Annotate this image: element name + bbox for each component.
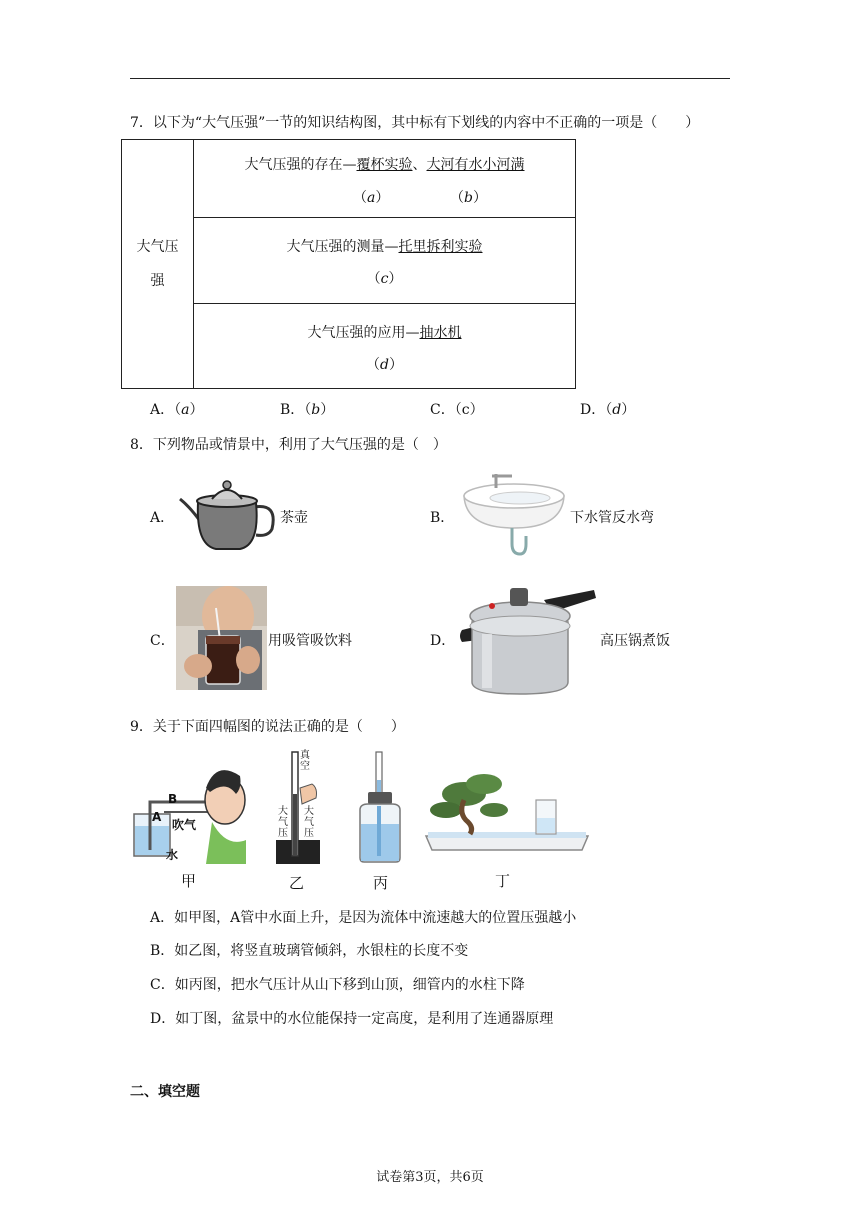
q7-option-b[interactable]: B．（b）: [280, 402, 335, 418]
caption-bing: 丙: [373, 874, 389, 892]
q7-option-a[interactable]: A．（a）: [150, 402, 204, 418]
q9-option-d[interactable]: D．如丁图，盆景中的水位能保持一定高度，是利用了连通器原理: [150, 1011, 554, 1027]
q7-stem: 7．以下为“大气压强”一节的知识结构图，其中标有下划线的内容中不正确的一项是（ ）: [130, 115, 700, 131]
pressure-cooker-icon: [458, 586, 598, 698]
tag-b: （b）: [450, 190, 487, 206]
q8-option-c-letter[interactable]: C．: [150, 633, 175, 649]
table-left-label: 大气压强: [122, 140, 194, 388]
tag-d: （d）: [366, 357, 403, 373]
underline-b: 大河有水小河满: [426, 157, 525, 173]
q9-option-a[interactable]: A．如甲图，A管中水面上升，是因为流体中流速越大的位置压强越小: [150, 910, 577, 926]
section-title: 二、填空题: [130, 1084, 200, 1100]
underline-a: 覆杯实验: [356, 157, 413, 173]
table-row-application: 大气压强的应用—抽水机 （d）: [193, 304, 576, 389]
q8-stem: 8．下列物品或情景中，利用了大气压强的是（ ）: [130, 437, 447, 453]
page-footer: 试卷第3页，共6页: [376, 1170, 484, 1185]
q8-option-a-text: 茶壶: [280, 510, 308, 526]
label-a: A: [152, 810, 162, 824]
label-atm-left: 大气压: [278, 806, 288, 839]
label-b: B: [168, 792, 178, 806]
table-row-measurement: 大气压强的测量—托里拆利实验 （c）: [193, 218, 576, 304]
caption-jia: 甲: [181, 872, 197, 890]
q8-option-c-text: 用吸管吸饮料: [268, 633, 352, 649]
caption-ding: 丁: [495, 872, 511, 890]
teapot-icon: [176, 477, 280, 553]
figure-ding: [424, 770, 590, 856]
label-atm-right: 大气压: [304, 806, 314, 839]
q8-option-b-letter[interactable]: B．: [430, 510, 455, 526]
q8-option-a-letter[interactable]: A．: [150, 510, 175, 526]
figure-bing: [356, 750, 404, 864]
straw-drink-icon: [176, 586, 267, 690]
sink-trap-icon: [462, 470, 568, 562]
label-water: 水: [166, 848, 179, 862]
label-vacuum: 真空: [300, 750, 310, 772]
q8-option-d-letter[interactable]: D．: [430, 633, 456, 649]
underline-d: 抽水机: [419, 325, 462, 341]
figure-jia: [130, 752, 246, 864]
caption-yi: 乙: [289, 874, 305, 892]
q9-option-b[interactable]: B．如乙图，将竖直玻璃管倾斜，水银柱的长度不变: [150, 943, 469, 959]
q8-option-d-text: 高压锅煮饭: [600, 633, 670, 649]
q7-option-c[interactable]: C．（c）: [430, 402, 484, 418]
q8-option-b-text: 下水管反水弯: [570, 510, 654, 526]
underline-c: 托里拆利实验: [398, 239, 483, 255]
figure-yi: [272, 748, 324, 866]
tag-c: （c）: [366, 271, 403, 287]
label-blow: 吹气: [172, 818, 197, 832]
knowledge-structure-table: [121, 139, 576, 389]
top-rule: [130, 78, 730, 79]
q7-option-d[interactable]: D．（d）: [580, 402, 636, 418]
q9-option-c[interactable]: C．如丙图，把水气压计从山下移到山顶，细管内的水柱下降: [150, 977, 525, 993]
tag-a: （a）: [353, 190, 390, 206]
q9-stem: 9．关于下面四幅图的说法正确的是（ ）: [130, 719, 405, 735]
table-row-existence: 大气压强的存在—覆杯实验、大河有水小河满 （a） （b）: [193, 140, 576, 218]
